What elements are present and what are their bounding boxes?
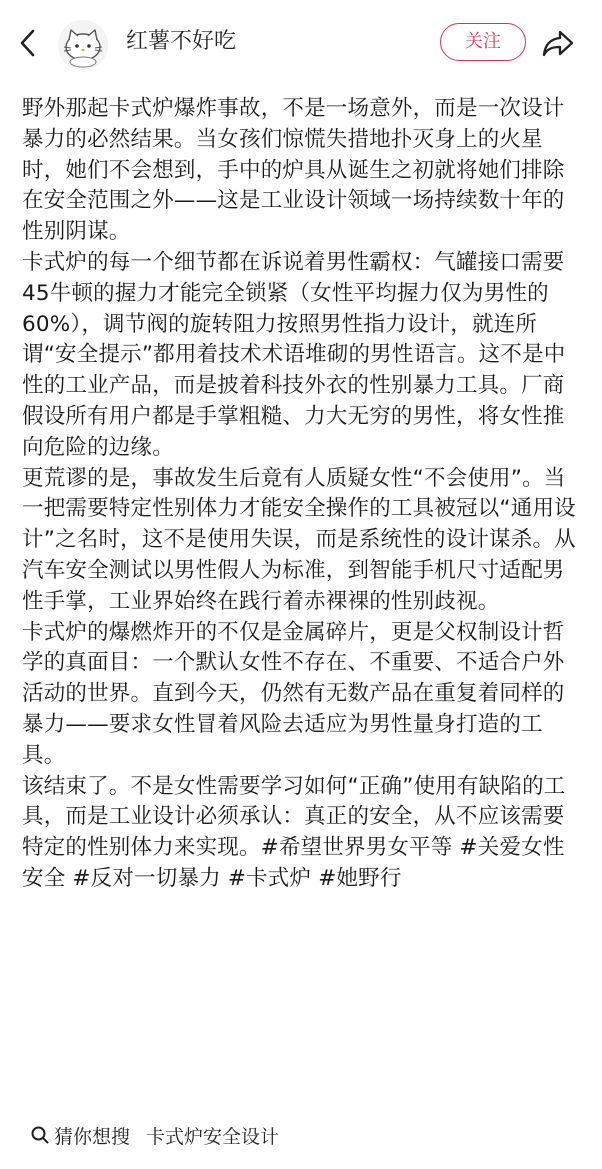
post-paragraph: 该结束了。不是女性需要学习如何“正确”使用有缺陷的工具，而是工业设计必须承认：真正的安全，从不应该需要特定的性别体力来实现。#希望世界男女平等 #关爱女性安全 #反对一切暴力 #卡式炉 #她野行 [22,773,566,891]
share-arrow-icon [540,26,576,60]
related-search-query[interactable]: 卡式炉安全设计 [146,1125,280,1148]
search-icon [30,1125,50,1145]
related-search[interactable] [30,1120,279,1150]
post-paragraph: 野外那起卡式炉爆炸事故，不是一场意外，而是一次设计暴力的必然结果。当女孩们惊慌失措地扑灭身上的火星时，她们不会想到，手中的炉具从诞生之初就将她们排除在安全范围之外——这是工业设计领域一场持续数十年的性别阴谋。 [22,96,565,245]
cartoon-cat-avatar-icon [58,20,108,70]
chevron-left-icon [14,26,42,60]
post-body [22,94,582,895]
post-paragraph: 更荒谬的是，事故发生后竟有人质疑女性“不会使用”。当一把需要特定性别体力才能安全操作的工具被冠以“通用设计”之名时，这不是使用失误，而是系统性的设计谋杀。从汽车安全测试以男性假人为标准，到智能手机尺寸适配男性手掌，工业界始终在践行着赤裸裸的性别歧视。 [22,465,576,614]
avatar[interactable] [58,20,108,70]
follow-button[interactable]: 关注 [440,23,526,61]
share-button[interactable] [540,26,576,60]
post-paragraph: 卡式炉的爆燃炸开的不仅是金属碎片，更是父权制设计哲学的真面目：一个默认女性不存在、不重要、不适合户外活动的世界。直到今天，仍然有无数产品在重复着同样的暴力——要求女性冒着风险去适应为男性量身打造的工具。 [22,619,565,768]
post-paragraph: 卡式炉的每一个细节都在诉说着男性霸权：气罐接口需要45牛顿的握力才能完全锁紧（女性平均握力仅为男性的60%），调节阀的旋转阻力按照男性指力设计，就连所谓“安全提示”都用着技术术语堆砌的男性语言。这不是中性的工业产品，而是披着科技外衣的性别暴力工具。厂商假设所有用户都是手掌粗糙、力大无穷的男性，将女性推向危险的边缘。 [22,249,566,460]
back-button[interactable] [14,26,42,60]
related-search-label: 猜你想搜 [54,1125,131,1148]
top-bar [0,0,602,86]
author-name[interactable]: 红薯不好吃 [126,29,237,54]
